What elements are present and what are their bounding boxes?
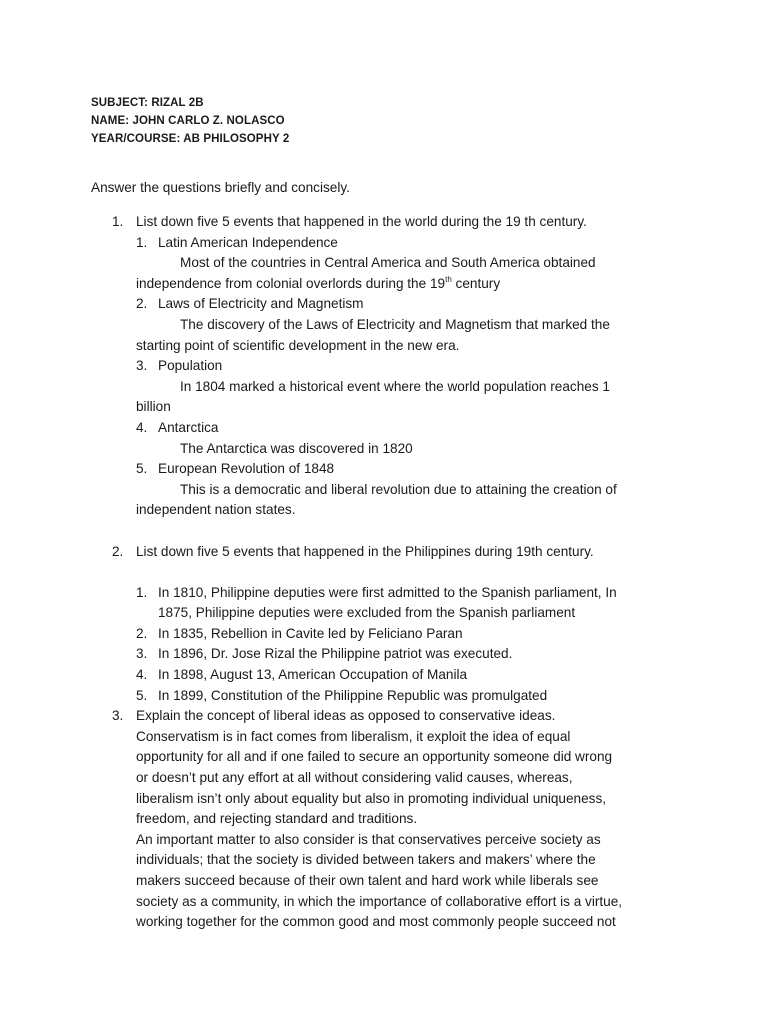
question-text: Explain the concept of liberal ideas as opposed to conservative ideas.	[136, 708, 556, 724]
list-item	[0, 294, 768, 315]
item-number: 3.	[136, 358, 148, 374]
answer-text: working together for the common good and most commonly people succeed not	[136, 914, 616, 930]
question-number: 2.	[112, 543, 124, 559]
list-item	[0, 418, 768, 439]
document-header	[91, 94, 289, 148]
item-number: 4.	[136, 667, 148, 683]
item-description	[0, 480, 768, 501]
item-description-line: billion	[136, 399, 171, 415]
item-text: In 1899, Constitution of the Philippine Republic was promulgated	[158, 687, 548, 703]
answer-text: An important matter to also consider is that conservatives perceive society as	[136, 831, 601, 847]
year-course-line: YEAR/COURSE: AB PHILOSOPHY 2	[91, 133, 290, 145]
item-description	[0, 274, 768, 295]
list-item	[0, 356, 768, 377]
item-description-line: Most of the countries in Central America and South America obtained	[180, 255, 596, 271]
list-item	[0, 583, 768, 604]
answer-line	[0, 871, 768, 892]
item-number: 1.	[136, 234, 148, 250]
answer-line	[0, 912, 768, 933]
item-description	[0, 397, 768, 418]
item-description-line: This is a democratic and liberal revolution due to attaining the creation of	[180, 481, 617, 497]
item-text: In 1896, Dr. Jose Rizal the Philippine patriot was executed.	[158, 646, 513, 662]
subject-line: SUBJECT: RIZAL 2B	[91, 97, 204, 109]
answer-line	[0, 747, 768, 768]
item-number: 2.	[136, 296, 148, 312]
item-description	[0, 336, 768, 357]
answer-text: or doesn’t put any effort at all without considering valid causes, whereas,	[136, 770, 573, 786]
description-text: century	[451, 275, 501, 291]
spacer	[0, 562, 768, 583]
question-3	[0, 706, 768, 727]
instruction-text: Answer the questions briefly and concisely.	[91, 180, 350, 195]
question-number: 1.	[112, 214, 124, 229]
answer-line	[0, 727, 768, 748]
item-title: Latin American Independence	[158, 234, 338, 250]
item-number: 5.	[136, 461, 148, 477]
question-1	[0, 212, 768, 233]
answer-text: makers succeed because of their own talent and hard work while liberals see	[136, 873, 599, 888]
answer-line	[0, 850, 768, 871]
list-item	[0, 686, 768, 707]
item-description	[0, 500, 768, 521]
item-description-line: In 1804 marked a historical event where the world population reaches 1	[180, 378, 610, 394]
question-text: List down five 5 events that happened in the Philippines during 19th century.	[136, 543, 594, 559]
list-item	[0, 233, 768, 254]
list-item	[0, 665, 768, 686]
description-text: independence from colonial overlords during the 19	[136, 275, 446, 291]
item-number: 2.	[136, 625, 148, 641]
item-number: 4.	[136, 419, 148, 435]
spacer	[0, 521, 768, 542]
item-number: 1.	[136, 584, 148, 600]
item-number: 5.	[136, 687, 148, 703]
list-item	[0, 624, 768, 645]
item-text: In 1810, Philippine deputies were first admitted to the Spanish parliament, In	[158, 584, 617, 600]
item-description	[0, 315, 768, 336]
item-description-line: The discovery of the Laws of Electricity and Magnetism that marked the	[180, 316, 610, 332]
student-name-line: NAME: JOHN CARLO Z. NOLASCO	[91, 115, 285, 127]
question-text: List down five 5 events that happened in the world during the 19 th century.	[136, 214, 587, 229]
list-item	[0, 644, 768, 665]
answer-text: society as a community, in which the importance of collaborative effort is a virtue,	[136, 893, 623, 909]
item-text: In 1835, Rebellion in Cavite led by Feliciano Paran	[158, 625, 463, 641]
item-description	[0, 377, 768, 398]
item-title: Laws of Electricity and Magnetism	[158, 296, 364, 312]
item-text: 1875, Philippine deputies were excluded from the Spanish parliament	[158, 605, 576, 621]
answer-line	[0, 768, 768, 789]
item-text: In 1898, August 13, American Occupation of Manila	[158, 667, 468, 683]
answer-line	[0, 789, 768, 810]
item-description-line	[136, 274, 500, 295]
item-continuation	[0, 603, 768, 624]
question-number: 3.	[112, 708, 124, 724]
superscript: th	[445, 274, 452, 284]
item-title: European Revolution of 1848	[158, 461, 335, 477]
item-description-line: starting point of scientific development in the new era.	[136, 337, 460, 353]
answer-line	[0, 809, 768, 830]
answer-text: freedom, and rejecting standard and traditions.	[136, 811, 418, 827]
list-item	[0, 459, 768, 480]
answer-line	[0, 830, 768, 851]
answer-text: individuals; that the society is divided between takers and makers’ where the	[136, 852, 596, 868]
item-description-line: independent nation states.	[136, 502, 296, 518]
answer-text: opportunity for all and if one failed to secure an opportunity someone did wrong	[136, 749, 613, 765]
item-description-line: The Antarctica was discovered in 1820	[180, 440, 413, 456]
answer-text: Conservatism is in fact comes from liberalism, it exploit the idea of equal	[136, 728, 571, 744]
item-title: Population	[158, 358, 223, 374]
item-number: 3.	[136, 646, 148, 662]
questions-body	[0, 212, 768, 933]
item-description	[0, 253, 768, 274]
answer-line	[0, 892, 768, 913]
item-description	[0, 439, 768, 460]
answer-text: liberalism isn’t only about equality but also in promoting individual uniqueness,	[136, 790, 607, 806]
item-title: Antarctica	[158, 419, 219, 435]
question-2	[0, 542, 768, 563]
